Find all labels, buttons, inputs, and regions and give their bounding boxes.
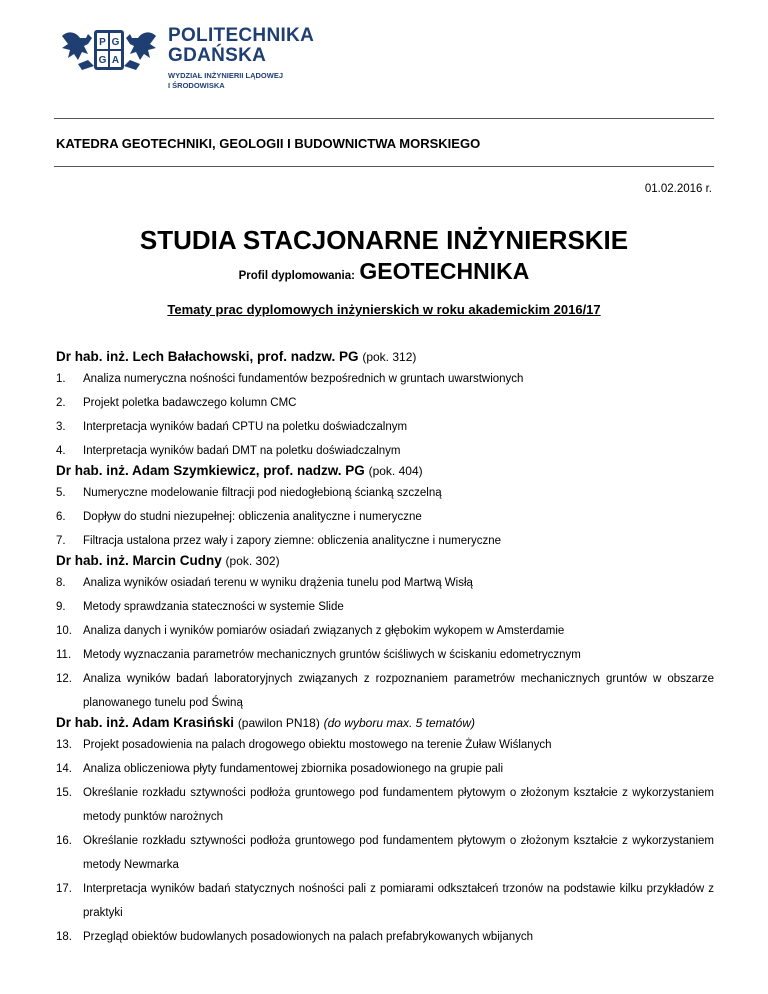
topic-text: Analiza danych i wyników pomiarów osiadań związanych z głębokim wykopem w Amsterdamie — [83, 625, 565, 637]
topic-number: 11. — [56, 649, 72, 661]
profile-label: Profil dyplomowania: — [238, 270, 355, 282]
topic-text: Interpretacja wyników badań statycznych nośności pali z pomiarami odkształceń trzonów na podstawie kilku przykładów z praktyki — [83, 883, 714, 919]
topic-item — [56, 481, 714, 505]
topic-number: 9. — [56, 601, 66, 613]
topics-list — [56, 349, 714, 949]
document-title: STUDIA STACJONARNE INŻYNIERSKIE — [139, 225, 629, 255]
topic-item — [56, 505, 714, 529]
supervisor-room: (pok. 312) — [362, 350, 417, 364]
topic-item — [56, 781, 714, 829]
profile-line — [0, 258, 768, 285]
topic-number: 15. — [56, 787, 72, 799]
topic-number: 13. — [56, 739, 72, 751]
supervisor-section — [56, 349, 714, 463]
supervisor-section — [56, 463, 714, 553]
topic-text: Określanie rozkładu sztywności podłoża gruntowego pod fundamentem płytowym o złożonym kształcie z wykorzystaniem metody punktów narożnych — [83, 787, 714, 823]
divider-bottom — [54, 166, 714, 167]
supervisor-section — [56, 715, 714, 949]
supervisor-room: (pawilon PN18) — [237, 716, 320, 730]
topic-text: Analiza wyników osiadań terenu w wyniku drążenia tunelu pod Martwą Wisłą — [83, 577, 473, 589]
university-name: POLITECHNIKA GDAŃSKA — [168, 25, 315, 66]
topic-text: Określanie rozkładu sztywności podłoża gruntowego pod fundamentem płytowym o złożonym kształcie z wykorzystaniem metody Newmarka — [83, 835, 714, 871]
supervisor-heading — [56, 463, 714, 478]
supervisor-room: (pok. 404) — [368, 464, 423, 478]
topic-text: Analiza obliczeniowa płyty fundamentowej zbiornika posadowionego na grupie pali — [83, 763, 504, 775]
topic-item — [56, 595, 714, 619]
topic-item — [56, 733, 714, 757]
topic-item — [56, 619, 714, 643]
topic-item — [56, 439, 714, 463]
topic-item — [56, 757, 714, 781]
divider-top — [54, 118, 714, 119]
topic-item — [56, 667, 714, 715]
supervisor-heading — [56, 349, 714, 364]
topic-number: 4. — [56, 445, 66, 457]
topic-number: 5. — [56, 487, 66, 499]
topic-text: Przegląd obiektów budowlanych posadowionych na palach prefabrykowanych wbijanych — [83, 931, 534, 943]
supervisor-name: Dr hab. inż. Lech Bałachowski, prof. nadzw. PG — [56, 349, 359, 364]
topic-number: 18. — [56, 931, 72, 943]
topic-text: Analiza wyników badań laboratoryjnych związanych z rozpoznaniem parametrów mechanicznych gruntów w obszarze planowanego tunelu pod Świną — [83, 673, 714, 709]
topic-item — [56, 643, 714, 667]
topic-item — [56, 829, 714, 877]
topic-text: Numeryczne modelowanie filtracji pod niedogłebioną ścianką szczelną — [83, 487, 442, 499]
document-subtitle: Tematy prac dyplomowych inżynierskich w roku akademickim 2016/17 — [167, 302, 601, 317]
emblem-letter: G — [111, 37, 120, 48]
topic-text: Filtracja ustalona przez wały i zapory ziemne: obliczenia analityczne i numeryczne — [83, 535, 502, 547]
topic-item — [56, 877, 714, 925]
university-emblem-icon — [58, 26, 160, 74]
topic-item — [56, 391, 714, 415]
topic-text: Metody sprawdzania stateczności w systemie Slide — [83, 601, 344, 613]
emblem-letter: P — [99, 37, 106, 48]
supervisor-note: (do wyboru max. 5 tematów) — [323, 716, 476, 730]
topic-number: 17. — [56, 883, 72, 895]
topic-item — [56, 529, 714, 553]
supervisor-name: Dr hab. inż. Marcin Cudny — [56, 553, 222, 568]
topic-number: 16. — [56, 835, 72, 847]
supervisor-room: (pok. 302) — [225, 554, 280, 568]
emblem-letter: G — [98, 55, 107, 66]
faculty-name: WYDZIAŁ INŻYNIERII LĄDOWEJ I ŚRODOWISKA — [168, 71, 283, 90]
topic-item — [56, 415, 714, 439]
profile-value: GEOTECHNIKA — [359, 258, 530, 284]
topic-item — [56, 571, 714, 595]
topic-text: Projekt posadowienia na palach drogowego obiektu mostowego na terenie Żuław Wiślanych — [83, 739, 552, 751]
topic-number: 14. — [56, 763, 72, 775]
emblem-letter: A — [111, 55, 120, 66]
topic-text: Projekt poletka badawczego kolumn CMC — [83, 397, 297, 409]
supervisor-heading — [56, 553, 714, 568]
topic-item — [56, 925, 714, 949]
topic-text: Dopływ do studni niezupełnej: obliczenia analityczne i numeryczne — [83, 511, 422, 523]
topic-text: Analiza numeryczna nośności fundamentów bezpośrednich w gruntach uwarstwionych — [83, 373, 524, 385]
topic-number: 12. — [56, 673, 72, 685]
topic-number: 7. — [56, 535, 66, 547]
topic-number: 2. — [56, 397, 66, 409]
topic-number: 1. — [56, 373, 66, 385]
topic-text: Interpretacja wyników badań CPTU na poletku doświadczalnym — [83, 421, 408, 433]
university-logo — [58, 24, 318, 94]
supervisor-heading — [56, 715, 714, 730]
supervisor-section — [56, 553, 714, 715]
topic-number: 3. — [56, 421, 66, 433]
supervisor-name: Dr hab. inż. Adam Krasiński — [56, 715, 235, 730]
topic-number: 8. — [56, 577, 66, 589]
supervisor-name: Dr hab. inż. Adam Szymkiewicz, prof. nadzw. PG — [56, 463, 365, 478]
department-name: KATEDRA GEOTECHNIKI, GEOLOGII I BUDOWNICTWA MORSKIEGO — [56, 136, 481, 151]
topic-text: Interpretacja wyników badań DMT na poletku doświadczalnym — [83, 445, 401, 457]
topic-number: 10. — [56, 625, 72, 637]
document-date: 01.02.2016 r. — [644, 183, 712, 195]
topic-number: 6. — [56, 511, 66, 523]
topic-text: Metody wyznaczania parametrów mechanicznych gruntów ściśliwych w ściskaniu edometrycznym — [83, 649, 581, 661]
topic-item — [56, 367, 714, 391]
